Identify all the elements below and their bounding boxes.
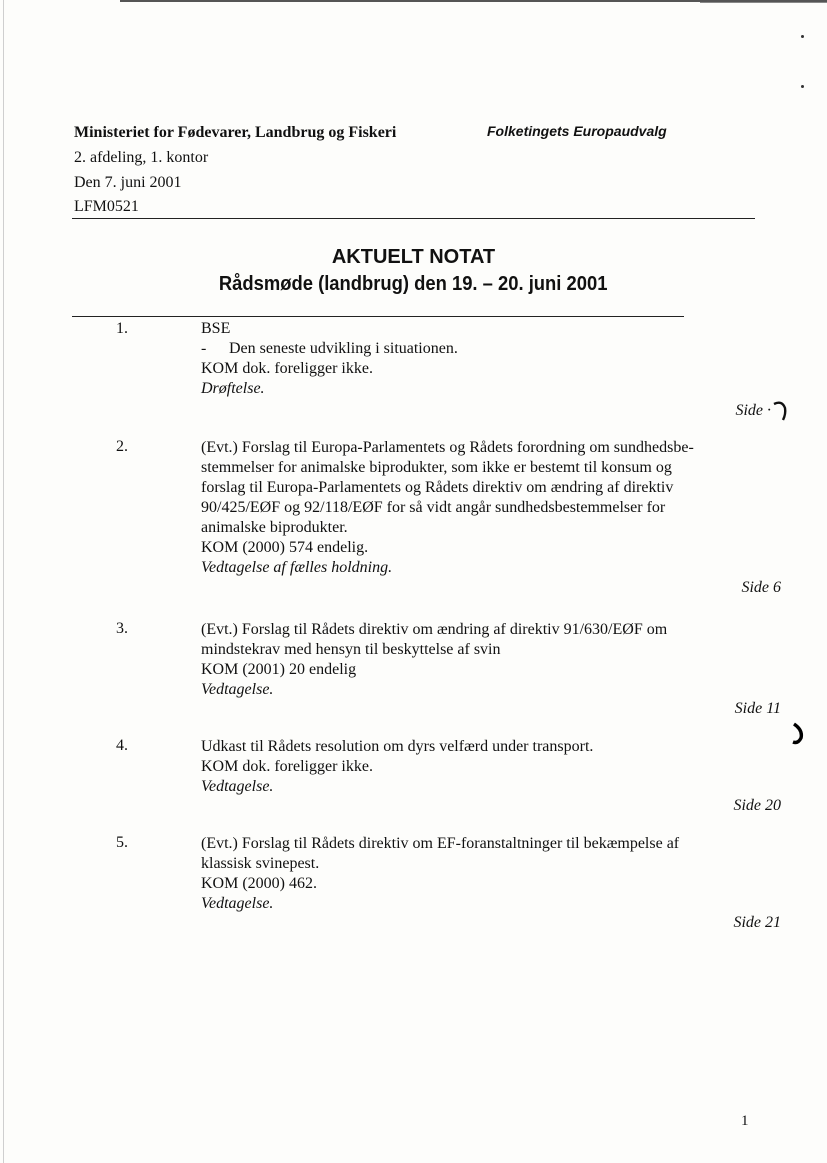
item-bullet: - Den seneste udvikling i situationen. bbox=[201, 340, 458, 357]
agenda-item-number: 4. bbox=[116, 737, 128, 754]
item-text-line: stemmelser for animalske biprodukter, som ikke er bestemt til konsum og bbox=[201, 459, 672, 476]
item-action: Vedtagelse. bbox=[201, 895, 274, 912]
scan-speck bbox=[801, 85, 804, 88]
item-action: Vedtagelse. bbox=[201, 681, 274, 698]
agenda-item bbox=[201, 620, 771, 700]
page-reference: Side 20 bbox=[733, 797, 781, 814]
item-text-line: (Evt.) Forslag til Rådets direktiv om EF-foranstaltninger til bekæmpelse af bbox=[201, 835, 680, 852]
title-divider bbox=[72, 316, 684, 317]
page-reference: Side · bbox=[735, 402, 771, 419]
page-reference: Side 11 bbox=[734, 700, 781, 717]
item-document: KOM dok. foreligger ikke. bbox=[201, 360, 373, 377]
agenda-item bbox=[201, 319, 771, 399]
agenda-item bbox=[201, 834, 771, 914]
item-document: KOM dok. foreligger ikke. bbox=[201, 758, 373, 775]
scan-mark-icon bbox=[790, 720, 806, 746]
item-document: KOM (2000) 462. bbox=[201, 875, 317, 892]
item-document: KOM (2001) 20 endelig bbox=[201, 661, 357, 678]
item-text-line: BSE bbox=[201, 320, 231, 337]
scan-mark-icon bbox=[772, 398, 788, 424]
page-reference: Side 21 bbox=[733, 914, 781, 931]
agenda-item-number: 1. bbox=[116, 320, 128, 337]
item-text-line: klassisk svinepest. bbox=[201, 855, 320, 872]
scan-left-edge bbox=[3, 0, 4, 1163]
agenda-item-number: 5. bbox=[116, 834, 128, 851]
committee-name: Folketingets Europaudvalg bbox=[487, 123, 667, 139]
item-text-line: mindstekrav med hensyn til beskyttelse af svin bbox=[201, 641, 501, 658]
item-document: KOM (2000) 574 endelig. bbox=[201, 539, 369, 556]
item-text-line: animalske biprodukter. bbox=[201, 519, 348, 536]
scan-top-edge bbox=[700, 2, 827, 3]
item-action: Drøftelse. bbox=[201, 380, 265, 397]
scan-speck bbox=[801, 35, 804, 38]
item-action: Vedtagelse af fælles holdning. bbox=[201, 559, 393, 576]
agenda-item bbox=[201, 737, 771, 797]
agenda-item-number: 2. bbox=[116, 438, 128, 455]
agenda-item bbox=[201, 438, 771, 578]
item-text-line: (Evt.) Forslag til Rådets direktiv om ændring af direktiv 91/630/EØF om bbox=[201, 621, 668, 638]
reference-number: LFM0521 bbox=[74, 198, 139, 215]
item-text-line: (Evt.) Forslag til Europa-Parlamentets og Rådets forordning om sundhedsbe- bbox=[201, 439, 694, 456]
page-subtitle: Rådsmøde (landbrug) den 19. – 20. juni 2001 bbox=[219, 273, 608, 295]
page-reference: Side 6 bbox=[741, 579, 781, 596]
agenda-item-number: 3. bbox=[116, 620, 128, 637]
page-title: AKTUELT NOTAT bbox=[331, 246, 496, 268]
item-text-line: Udkast til Rådets resolution om dyrs velfærd under transport. bbox=[201, 738, 594, 755]
item-text-line: forslag til Europa-Parlamentets og Rådets direktiv om ændring af direktiv bbox=[201, 479, 674, 496]
department: 2. afdeling, 1. kontor bbox=[74, 149, 209, 166]
header-divider bbox=[72, 218, 755, 219]
page-number: 1 bbox=[741, 1113, 749, 1129]
item-text-line: 90/425/EØF og 92/118/EØF for så vidt angår sundhedsbestemmelser for bbox=[201, 499, 666, 516]
document-date: Den 7. juni 2001 bbox=[74, 174, 182, 191]
ministry-name: Ministeriet for Fødevarer, Landbrug og Fiskeri bbox=[74, 124, 397, 141]
item-action: Vedtagelse. bbox=[201, 778, 274, 795]
